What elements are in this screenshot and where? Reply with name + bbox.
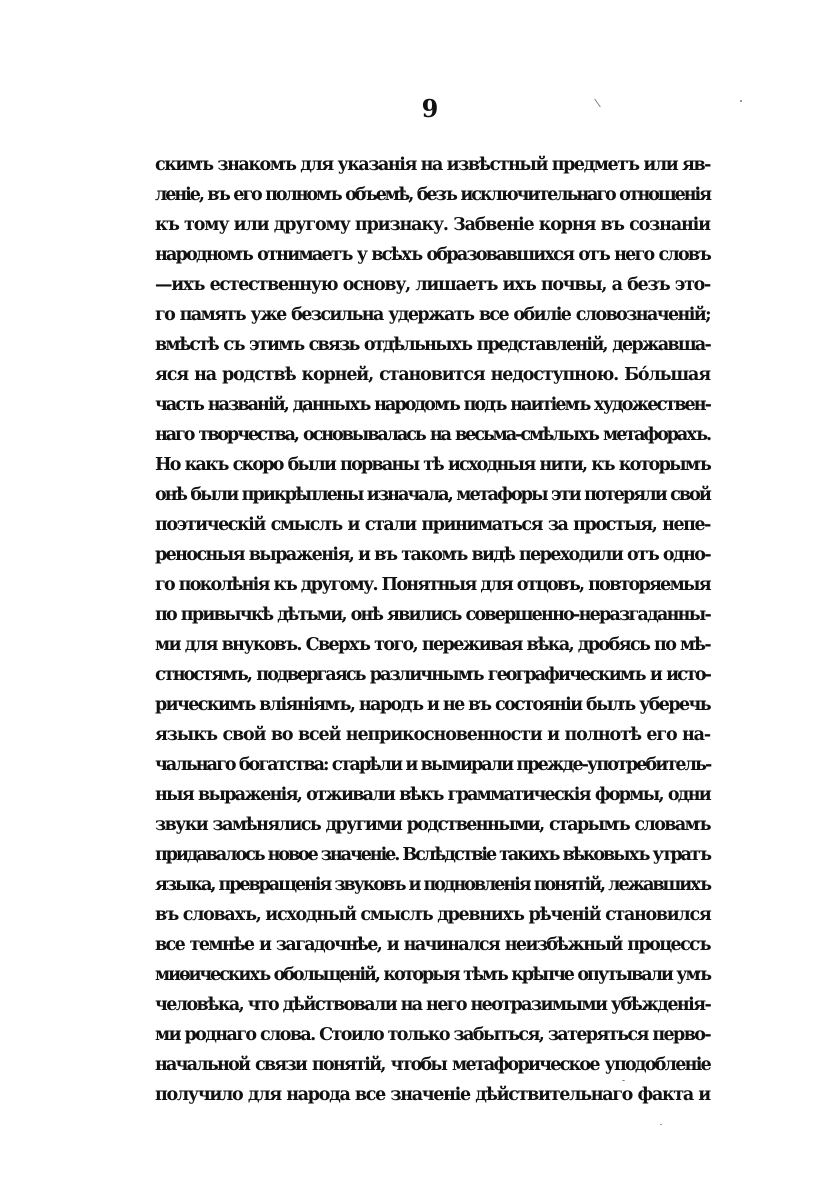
text-line: звуки замѣнялись другими родственными, старымъ словамъ [155, 815, 710, 835]
text-line: го память уже безсильна удержать все обиліе словозначеній; [155, 305, 710, 325]
text-line: онѣ были прикрѣплены изначала, метафоры эти потеряли свой [155, 485, 710, 505]
text-line: ныя выраженія, отживали вѣкъ грамматическія формы, одни [155, 785, 710, 805]
text-line: рическимъ вліяніямъ, народъ и не въ состояніи былъ уберечь [155, 695, 710, 715]
scan-speck [740, 100, 742, 102]
scan-speck [660, 1124, 662, 1125]
text-line: ми роднаго слова. Стоило только забыться, затеряться перво- [155, 1025, 710, 1045]
text-line: по привычкѣ дѣтьми, онѣ явились совершенно-неразгаданны- [155, 605, 710, 625]
text-line: яся на родствѣ корней, становится недоступною. Бо́льшая [155, 365, 710, 385]
text-line: наго творчества, основывалась на весьма-смѣлыхъ метафорахъ. [155, 425, 710, 445]
text-line: человѣка, что дѣйствовали на него неотразимыми убѣжденія- [155, 995, 711, 1015]
text-line: стностямъ, подвергаясь различнымъ географическимъ и исто- [155, 665, 710, 685]
text-line: начальной связи понятій, чтобы метафорическое уподобленіе [155, 1055, 710, 1075]
text-line: —ихъ естественную основу, лишаетъ ихъ почвы, а безъ это- [155, 275, 710, 295]
text-line: скимъ знакомъ для указанія на извѣстный предметъ или яв- [155, 155, 710, 175]
text-line: поэтическій смыслъ и стали приниматься за простыя, непе- [155, 515, 710, 535]
text-line: вмѣстѣ съ этимъ связь отдѣльныхъ представленій, державша- [155, 335, 710, 355]
page-number: 9 [421, 94, 439, 123]
text-line: Но какъ скоро были порваны тѣ исходныя нити, къ которымъ [155, 455, 710, 475]
text-line: реносныя выраженія, и въ такомъ видѣ переходили отъ одно- [155, 545, 710, 565]
text-line: часть названій, данныхъ народомъ подъ наитіемъ художествен- [155, 395, 710, 415]
text-line: къ тому или другому признаку. Забвеніе корня въ сознаніи [155, 215, 710, 235]
text-line: леніе, въ его полномъ объемѣ, безъ исключительнаго отношенія [155, 185, 710, 205]
text-line: го поколѣнія къ другому. Понятныя для отцовъ, повторяемыя [155, 575, 710, 595]
text-line: языкъ свой во всей неприкосновенности и полнотѣ его на- [155, 725, 710, 745]
text-line: языка, превращенія звуковъ и подновленія понятій, лежавшихъ [155, 875, 710, 895]
text-line: чальнаго богатства: старѣли и вымирали прежде-употребитель- [155, 755, 711, 775]
text-line: миѳическихъ обольщеній, которыя тѣмъ крѣпче опутывали умъ [155, 965, 710, 985]
text-line: въ словахъ, исходный смыслъ древнихъ рѣченій становился [155, 905, 711, 925]
text-line: придавалось новое значеніе. Вслѣдствіе такихъ вѣковыхъ утратъ [155, 845, 711, 865]
body-text [155, 150, 710, 1110]
text-line: ми для внуковъ. Сверхъ того, переживая вѣка, дробясь по мѣ- [155, 635, 710, 655]
scan-speck [622, 1080, 625, 1081]
text-line: получило для народа все значеніе дѣйствительнаго факта и [155, 1085, 710, 1105]
text-line: народномъ отнимаетъ у всѣхъ образовавшихся отъ него словъ [155, 245, 710, 265]
text-line: все темнѣе и загадочнѣе, и начинался неизбѣжный процессъ [155, 935, 710, 955]
